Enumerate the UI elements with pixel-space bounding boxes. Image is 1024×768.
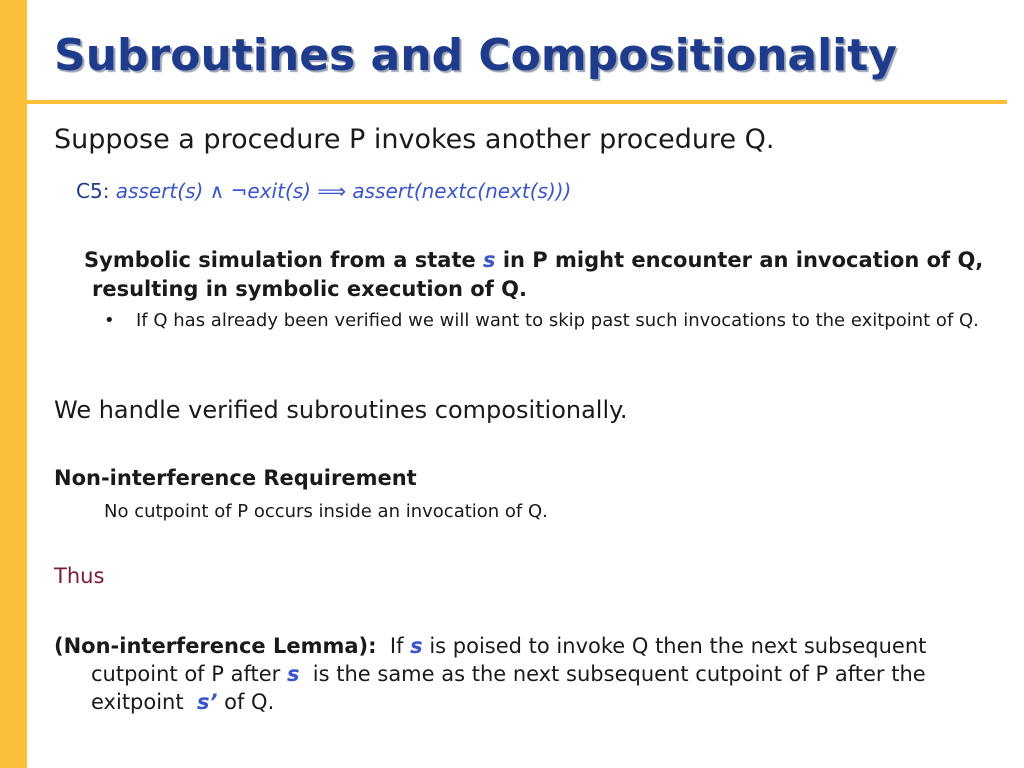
lemma-text-1: If [376, 634, 411, 658]
non-interference-heading: Non-interference Requirement [54, 466, 417, 490]
symbolic-text-part2: in P might encounter an invocation of Q, resulting in symbolic execution of Q. [92, 248, 984, 301]
c5-label: C5: [76, 179, 110, 203]
left-accent-bar [0, 0, 27, 768]
bullet-item [104, 308, 984, 333]
intro-paragraph: Suppose a procedure P invokes another procedure Q. [54, 124, 775, 155]
c5-condition [76, 179, 571, 203]
lemma-var-s-prime: s’ [196, 690, 218, 714]
bullet-text: If Q has already been verified we will want to skip past such invocations to the exitpoint of Q. [136, 310, 979, 331]
symbolic-text-part1: Symbolic simulation from a state [84, 248, 484, 272]
lemma-text-2: is poised to invoke Q then the next subsequent cutpoint of P after [91, 634, 927, 686]
symbolic-simulation-paragraph [84, 246, 1012, 304]
symbolic-var-s: s [483, 248, 496, 272]
c5-formula: assert(s) ∧ ¬exit(s) ⟹ assert(nextc(next(s))) [115, 179, 572, 203]
lemma-var-s-1: s [410, 634, 423, 658]
slide-title: Subroutines and Compositionality [54, 30, 897, 81]
non-interference-lemma [54, 632, 994, 716]
compositional-paragraph: We handle verified subroutines compositionally. [54, 396, 628, 424]
lemma-text-3: is the same as the next subsequent cutpoint of P after the exitpoint [91, 662, 933, 714]
lemma-text-4: of Q. [217, 690, 275, 714]
title-underline [27, 100, 1007, 104]
thus-label: Thus [54, 564, 105, 588]
bullet-marker: • [104, 310, 115, 331]
lemma-label: (Non-interference Lemma): [54, 634, 377, 658]
lemma-var-s-2: s [286, 662, 300, 686]
non-interference-text: No cutpoint of P occurs inside an invocation of Q. [104, 501, 548, 522]
